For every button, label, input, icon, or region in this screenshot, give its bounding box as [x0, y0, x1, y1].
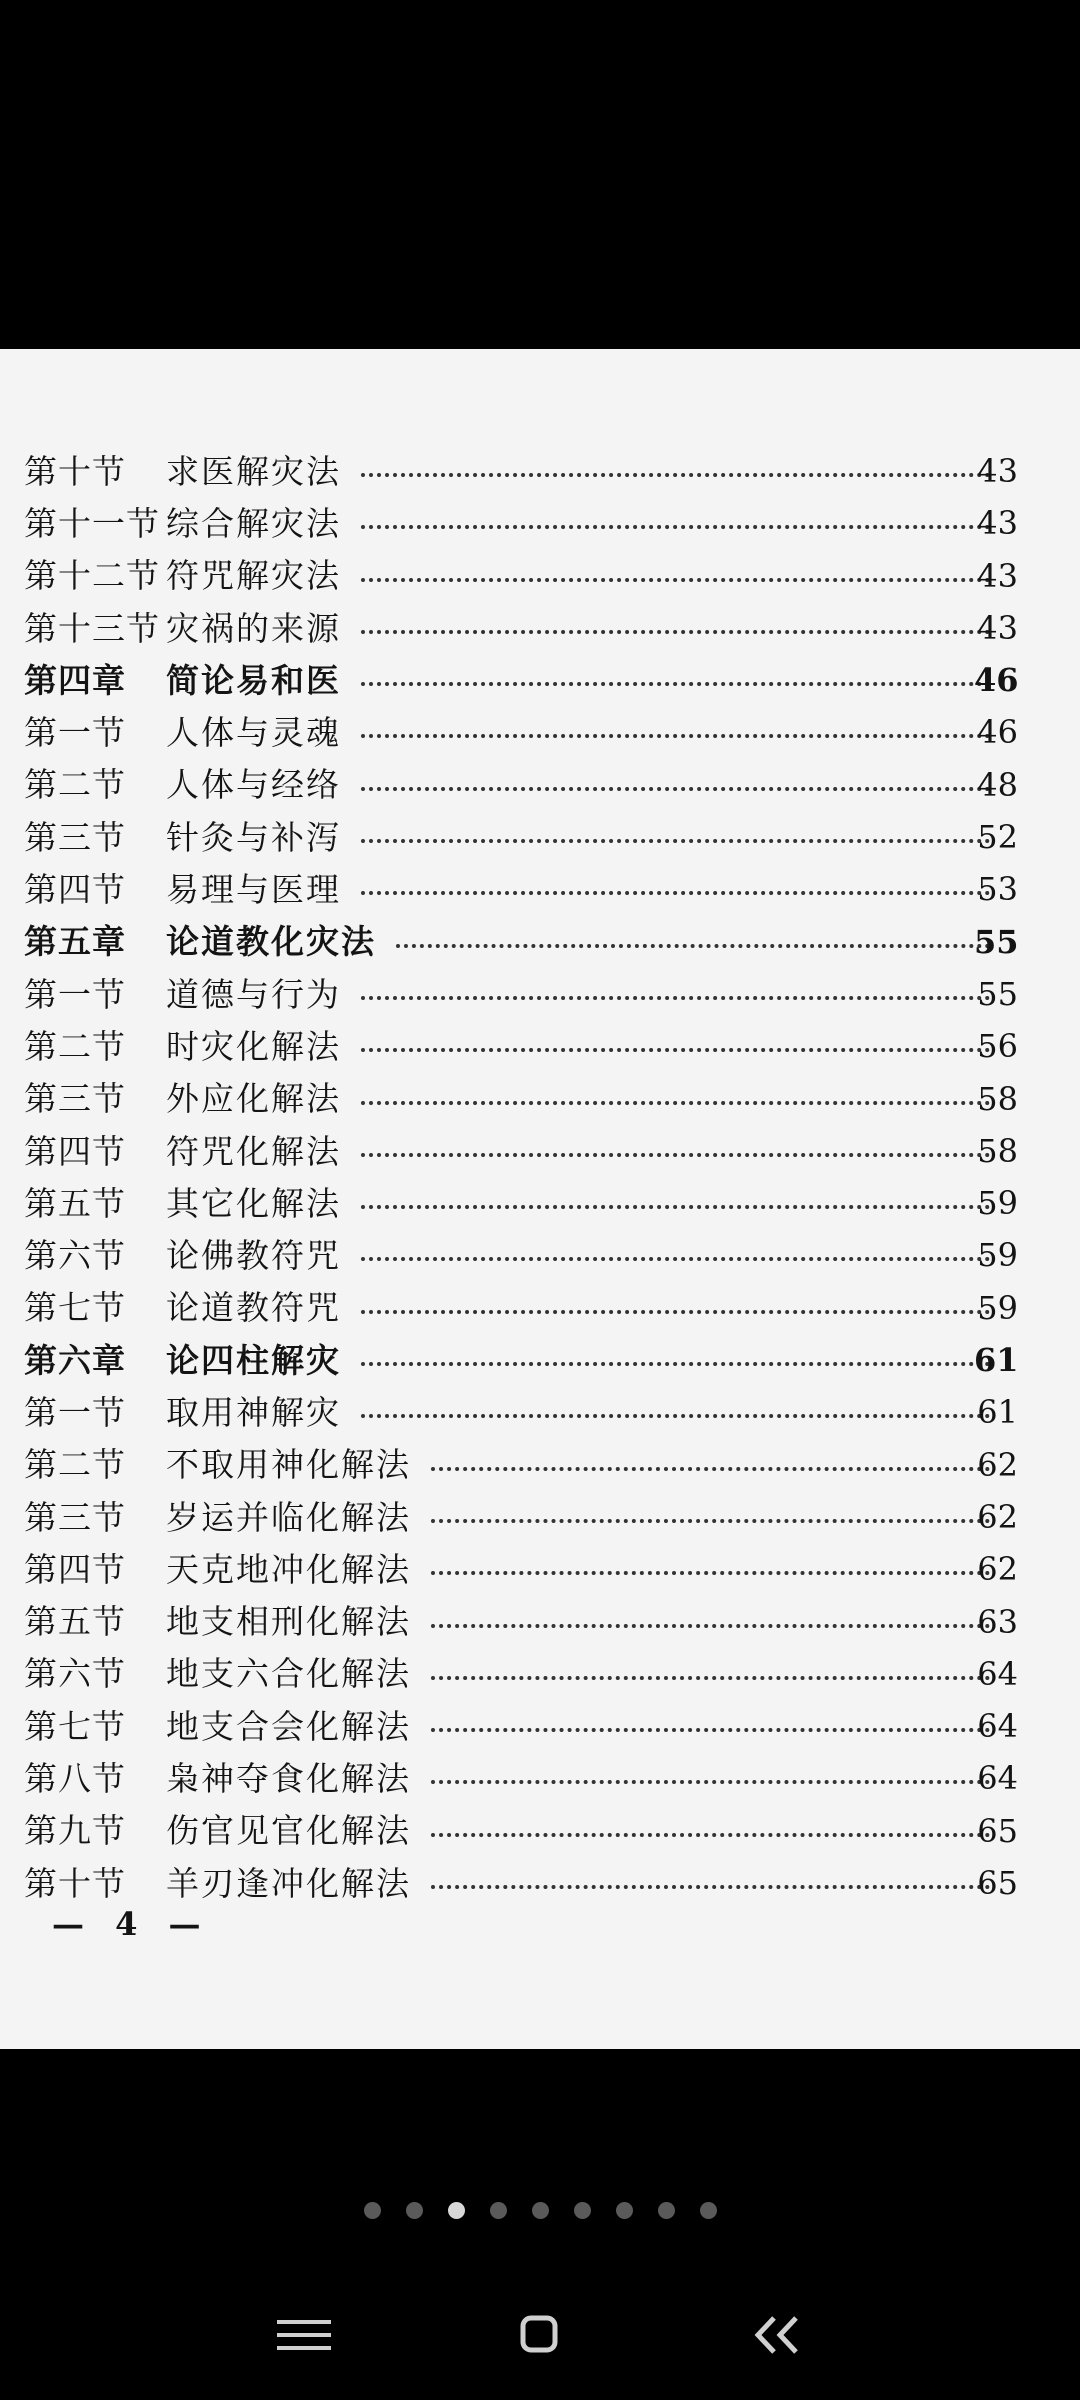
toc-title: 求医解灾法 [166, 451, 341, 491]
menu-icon [249, 2300, 359, 2370]
toc-section-label: 第六章 [24, 1340, 126, 1380]
page-indicator-dot[interactable] [574, 2202, 591, 2219]
page-indicator-dot[interactable] [406, 2202, 423, 2219]
toc-leader-dots [361, 682, 990, 686]
toc-page-number: 53 [977, 870, 1018, 909]
toc-leader-dots [361, 473, 990, 477]
toc-section-label: 第四节 [24, 1549, 126, 1589]
toc-leader-dots [431, 1885, 990, 1889]
toc-section-label: 第四节 [24, 1131, 126, 1171]
toc-title: 灾祸的来源 [166, 608, 341, 648]
toc-entry [0, 1227, 1080, 1279]
toc-title: 天克地冲化解法 [166, 1549, 411, 1589]
toc-entry [0, 1071, 1080, 1123]
toc-leader-dots [361, 1362, 990, 1366]
toc-page-number: 58 [977, 1079, 1018, 1118]
toc-page-number: 59 [977, 1236, 1018, 1275]
toc-leader-dots [431, 1780, 990, 1784]
toc-section-label: 第五节 [24, 1602, 126, 1642]
toc-section-label: 第三节 [24, 817, 126, 857]
toc-leader-dots [361, 1310, 990, 1314]
toc-title: 人体与经络 [166, 765, 341, 805]
toc-entry [0, 1018, 1080, 1070]
toc-section-label: 第四章 [24, 660, 126, 700]
toc-entry [0, 548, 1080, 600]
toc-section-label: 第六节 [24, 1654, 126, 1694]
toc-section-label: 第八节 [24, 1759, 126, 1799]
toc-section-label: 第一节 [24, 713, 126, 753]
toc-title: 枭神夺食化解法 [166, 1759, 411, 1799]
home-button[interactable] [484, 2300, 594, 2370]
toc-page-number: 65 [977, 1864, 1018, 1903]
toc-leader-dots [361, 1414, 990, 1418]
toc-section-label: 第十二节 [24, 556, 160, 596]
toc-leader-dots [361, 630, 990, 634]
toc-page-number: 43 [977, 504, 1018, 543]
toc-entry [0, 443, 1080, 495]
toc-title: 地支相刑化解法 [166, 1602, 411, 1642]
toc-leader-dots [361, 1101, 990, 1105]
toc-title: 时灾化解法 [166, 1026, 341, 1066]
toc-leader-dots [361, 734, 990, 738]
toc-leader-dots [431, 1519, 990, 1523]
toc-page-number: 64 [977, 1759, 1018, 1798]
toc-entry [0, 1384, 1080, 1436]
toc-title: 地支六合化解法 [166, 1654, 411, 1694]
toc-page-number: 65 [977, 1811, 1018, 1850]
document-page [0, 349, 1080, 2049]
toc-entry [0, 914, 1080, 966]
toc-entry [0, 1332, 1080, 1384]
toc-title: 易理与医理 [166, 870, 341, 910]
toc-entry [0, 1594, 1080, 1646]
page-indicator[interactable] [0, 2200, 1080, 2220]
toc-entry [0, 757, 1080, 809]
toc-section-label: 第六节 [24, 1236, 126, 1276]
page-number: — 4 — [52, 1905, 211, 1943]
navigation-bar [0, 2300, 1080, 2370]
toc-title: 不取用神化解法 [166, 1445, 411, 1485]
toc-section-label: 第十三节 [24, 608, 160, 648]
toc-section-label: 第二节 [24, 1026, 126, 1066]
menu-button[interactable] [249, 2300, 359, 2370]
toc-entry [0, 1280, 1080, 1332]
toc-section-label: 第九节 [24, 1811, 126, 1851]
toc-leader-dots [361, 578, 990, 582]
toc-leader-dots [361, 525, 990, 529]
toc-leader-dots [361, 839, 990, 843]
toc-entry [0, 861, 1080, 913]
toc-page-number: 59 [977, 1288, 1018, 1327]
toc-title: 针灸与补泻 [166, 817, 341, 857]
toc-section-label: 第五节 [24, 1183, 126, 1223]
toc-entry [0, 1855, 1080, 1907]
toc-leader-dots [396, 944, 990, 948]
toc-title: 论佛教符咒 [166, 1236, 341, 1276]
toc-leader-dots [431, 1571, 990, 1575]
toc-entry [0, 1750, 1080, 1802]
toc-entry [0, 652, 1080, 704]
toc-leader-dots [361, 891, 990, 895]
toc-page-number: 56 [977, 1027, 1018, 1066]
toc-entry [0, 1123, 1080, 1175]
page-indicator-dot[interactable] [658, 2202, 675, 2219]
toc-title: 论四柱解灾 [166, 1340, 341, 1380]
toc-leader-dots [431, 1833, 990, 1837]
toc-page-number: 43 [977, 452, 1018, 490]
toc-entry [0, 1175, 1080, 1227]
toc-leader-dots [431, 1728, 990, 1732]
toc-title: 岁运并临化解法 [166, 1497, 411, 1537]
toc-leader-dots [361, 996, 990, 1000]
toc-title: 其它化解法 [166, 1183, 341, 1223]
toc-entry [0, 600, 1080, 652]
toc-leader-dots [431, 1467, 990, 1471]
toc-section-label: 第十节 [24, 451, 126, 491]
toc-page-number: 43 [977, 608, 1018, 647]
toc-entry [0, 1541, 1080, 1593]
page-indicator-dot[interactable] [490, 2202, 507, 2219]
toc-page-number: 46 [974, 661, 1019, 700]
page-indicator-dot[interactable] [448, 2202, 465, 2219]
toc-section-label: 第十节 [24, 1863, 126, 1903]
toc-title: 伤官见官化解法 [166, 1811, 411, 1851]
toc-page-number: 62 [977, 1445, 1018, 1484]
toc-section-label: 第三节 [24, 1079, 126, 1119]
toc-page-number: 48 [977, 765, 1018, 804]
toc-entry [0, 1646, 1080, 1698]
toc-page-number: 43 [977, 556, 1018, 595]
toc-title: 道德与行为 [166, 974, 341, 1014]
toc-title: 人体与灵魂 [166, 713, 341, 753]
toc-leader-dots [431, 1676, 990, 1680]
toc-title: 综合解灾法 [166, 503, 341, 543]
toc-section-label: 第二节 [24, 765, 126, 805]
toc-leader-dots [361, 787, 990, 791]
toc-page-number: 55 [974, 922, 1019, 961]
toc-page-number: 64 [977, 1707, 1018, 1746]
page-indicator-dot[interactable] [700, 2202, 717, 2219]
toc-section-label: 第七节 [24, 1706, 126, 1746]
toc-page-number: 64 [977, 1654, 1018, 1693]
toc-title: 符咒化解法 [166, 1131, 341, 1171]
toc-entry [0, 704, 1080, 756]
toc-title: 地支合会化解法 [166, 1706, 411, 1746]
toc-leader-dots [361, 1048, 990, 1052]
toc-title: 论道教化灾法 [166, 922, 376, 962]
toc-page-number: 61 [974, 1341, 1019, 1380]
toc-title: 符咒解灾法 [166, 556, 341, 596]
toc-section-label: 第一节 [24, 974, 126, 1014]
toc-title: 论道教符咒 [166, 1288, 341, 1328]
toc-page-number: 55 [977, 974, 1018, 1013]
toc-page-number: 62 [977, 1497, 1018, 1536]
toc-entry [0, 1698, 1080, 1750]
toc-leader-dots [361, 1257, 990, 1261]
page-indicator-dot[interactable] [616, 2202, 633, 2219]
toc-section-label: 第一节 [24, 1392, 126, 1432]
toc-section-label: 第三节 [24, 1497, 126, 1537]
toc-page-number: 62 [977, 1550, 1018, 1589]
toc-section-label: 第十一节 [24, 503, 160, 543]
toc-section-label: 第二节 [24, 1445, 126, 1485]
toc-entry [0, 495, 1080, 547]
back-button[interactable] [722, 2300, 832, 2370]
toc-page-number: 52 [977, 818, 1018, 857]
toc-section-label: 第四节 [24, 870, 126, 910]
back-icon [722, 2300, 832, 2370]
page-indicator-dot[interactable] [532, 2202, 549, 2219]
toc-page-number: 46 [977, 713, 1018, 752]
page-indicator-dot[interactable] [364, 2202, 381, 2219]
toc-entry [0, 809, 1080, 861]
toc-page-number: 61 [977, 1393, 1018, 1432]
toc-page-number: 58 [977, 1131, 1018, 1170]
toc-entry [0, 966, 1080, 1018]
toc-title: 羊刃逢冲化解法 [166, 1863, 411, 1903]
toc-page-number: 63 [977, 1602, 1018, 1641]
toc-entry [0, 1489, 1080, 1541]
toc-title: 简论易和医 [166, 660, 341, 700]
toc-entry [0, 1803, 1080, 1855]
toc-leader-dots [431, 1624, 990, 1628]
home-icon [484, 2300, 594, 2370]
toc-entry [0, 1437, 1080, 1489]
toc-leader-dots [361, 1205, 990, 1209]
toc-title: 取用神解灾 [166, 1392, 341, 1432]
table-of-contents [0, 443, 1080, 1907]
toc-section-label: 第五章 [24, 922, 126, 962]
toc-title: 外应化解法 [166, 1079, 341, 1119]
toc-leader-dots [361, 1153, 990, 1157]
toc-page-number: 59 [977, 1184, 1018, 1223]
toc-section-label: 第七节 [24, 1288, 126, 1328]
